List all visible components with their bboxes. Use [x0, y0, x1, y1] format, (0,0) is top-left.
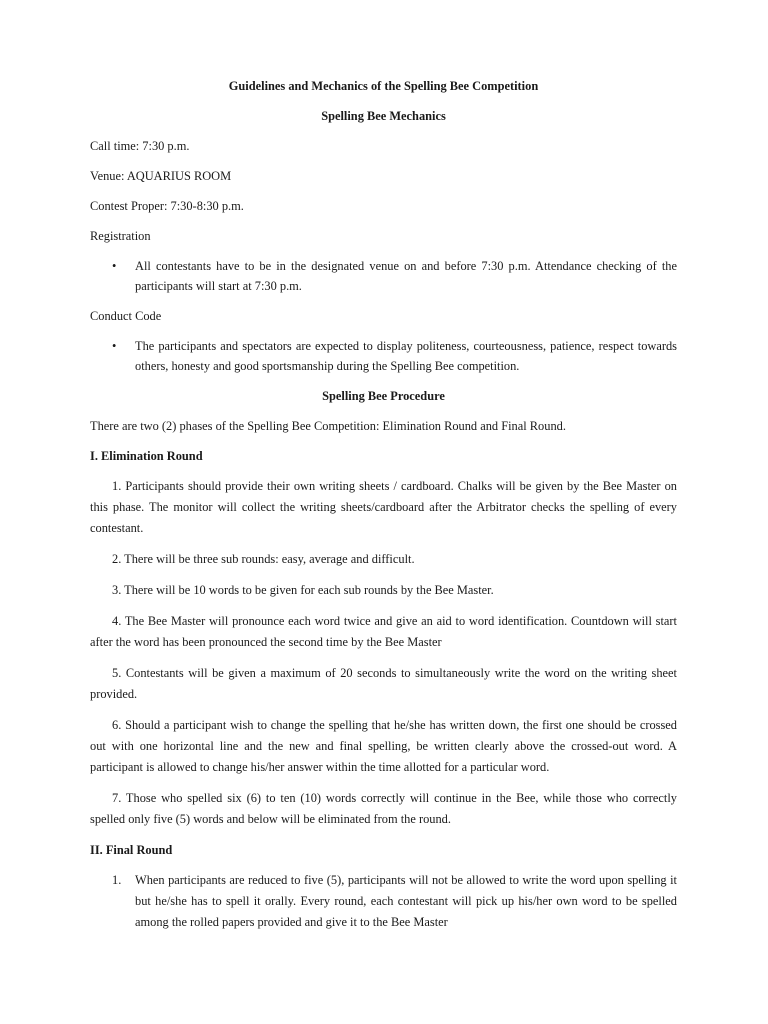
conduct-bullet — [90, 336, 677, 376]
final-item — [90, 870, 677, 933]
elimination-item: 4. The Bee Master will pronounce each word twice and give an aid to word identification. Countdown will start after the word has been pronounced the second time by the Bee Master — [90, 614, 677, 649]
conduct-bullet-text: The participants and spectators are expected to display politeness, courteousness, patience, respect towards others, honesty and good sportsmanship during the Spelling Bee competition. — [135, 339, 677, 373]
document-subtitle: Spelling Bee Mechanics — [321, 109, 446, 123]
elimination-item: 7. Those who spelled six (6) to ten (10) words correctly will continue in the Bee, while those who correctly spelled only five (5) words and below will be eliminated from the round. — [90, 791, 677, 826]
elimination-item: 2. There will be three sub rounds: easy, average and difficult. — [112, 552, 415, 566]
venue: Venue: AQUARIUS ROOM — [90, 169, 232, 183]
procedure-heading: Spelling Bee Procedure — [322, 389, 445, 403]
bullet-icon: • — [112, 339, 117, 353]
elimination-heading: I. Elimination Round — [90, 449, 203, 463]
registration-label: Registration — [90, 229, 151, 243]
elimination-item: 5. Contestants will be given a maximum of 20 seconds to simultaneously write the word on the writing sheet provided. — [90, 666, 677, 701]
conduct-label: Conduct Code — [90, 309, 162, 323]
call-time: Call time: 7:30 p.m. — [90, 139, 190, 153]
elimination-item: 3. There will be 10 words to be given for each sub rounds by the Bee Master. — [112, 583, 494, 597]
final-item-text: When participants are reduced to five (5), participants will not be allowed to write the word upon spelling it but he/she has to spell it orally. Every round, each contestant will pick up his/her own word to be spelled among the rolled papers provided and give it to the Bee Master — [135, 873, 677, 929]
elimination-item: 6. Should a participant wish to change the spelling that he/she has written down, the first one should be crossed out with one horizontal line and the new and final spelling, be written clearly above the crossed-out word. A participant is allowed to change his/her answer within the time allotted for a particular word. — [90, 718, 677, 774]
registration-bullet-text: All contestants have to be in the designated venue on and before 7:30 p.m. Attendance checking of the participants will start at 7:30 p.m. — [135, 259, 677, 293]
final-heading: II. Final Round — [90, 843, 173, 857]
document-title: Guidelines and Mechanics of the Spelling Bee Competition — [228, 79, 539, 93]
document-page — [90, 76, 677, 933]
contest-proper: Contest Proper: 7:30-8:30 p.m. — [90, 199, 244, 213]
procedure-intro: There are two (2) phases of the Spelling Bee Competition: Elimination Round and Final Round. — [90, 419, 566, 433]
final-item-number: 1. — [112, 873, 122, 887]
elimination-item: 1. Participants should provide their own writing sheets / cardboard. Chalks will be given by the Bee Master on this phase. The monitor will collect the writing sheets/cardboard after the Arbitrator checks the spelling of every contestant. — [90, 479, 677, 535]
bullet-icon: • — [112, 259, 117, 273]
registration-bullet — [90, 256, 677, 296]
